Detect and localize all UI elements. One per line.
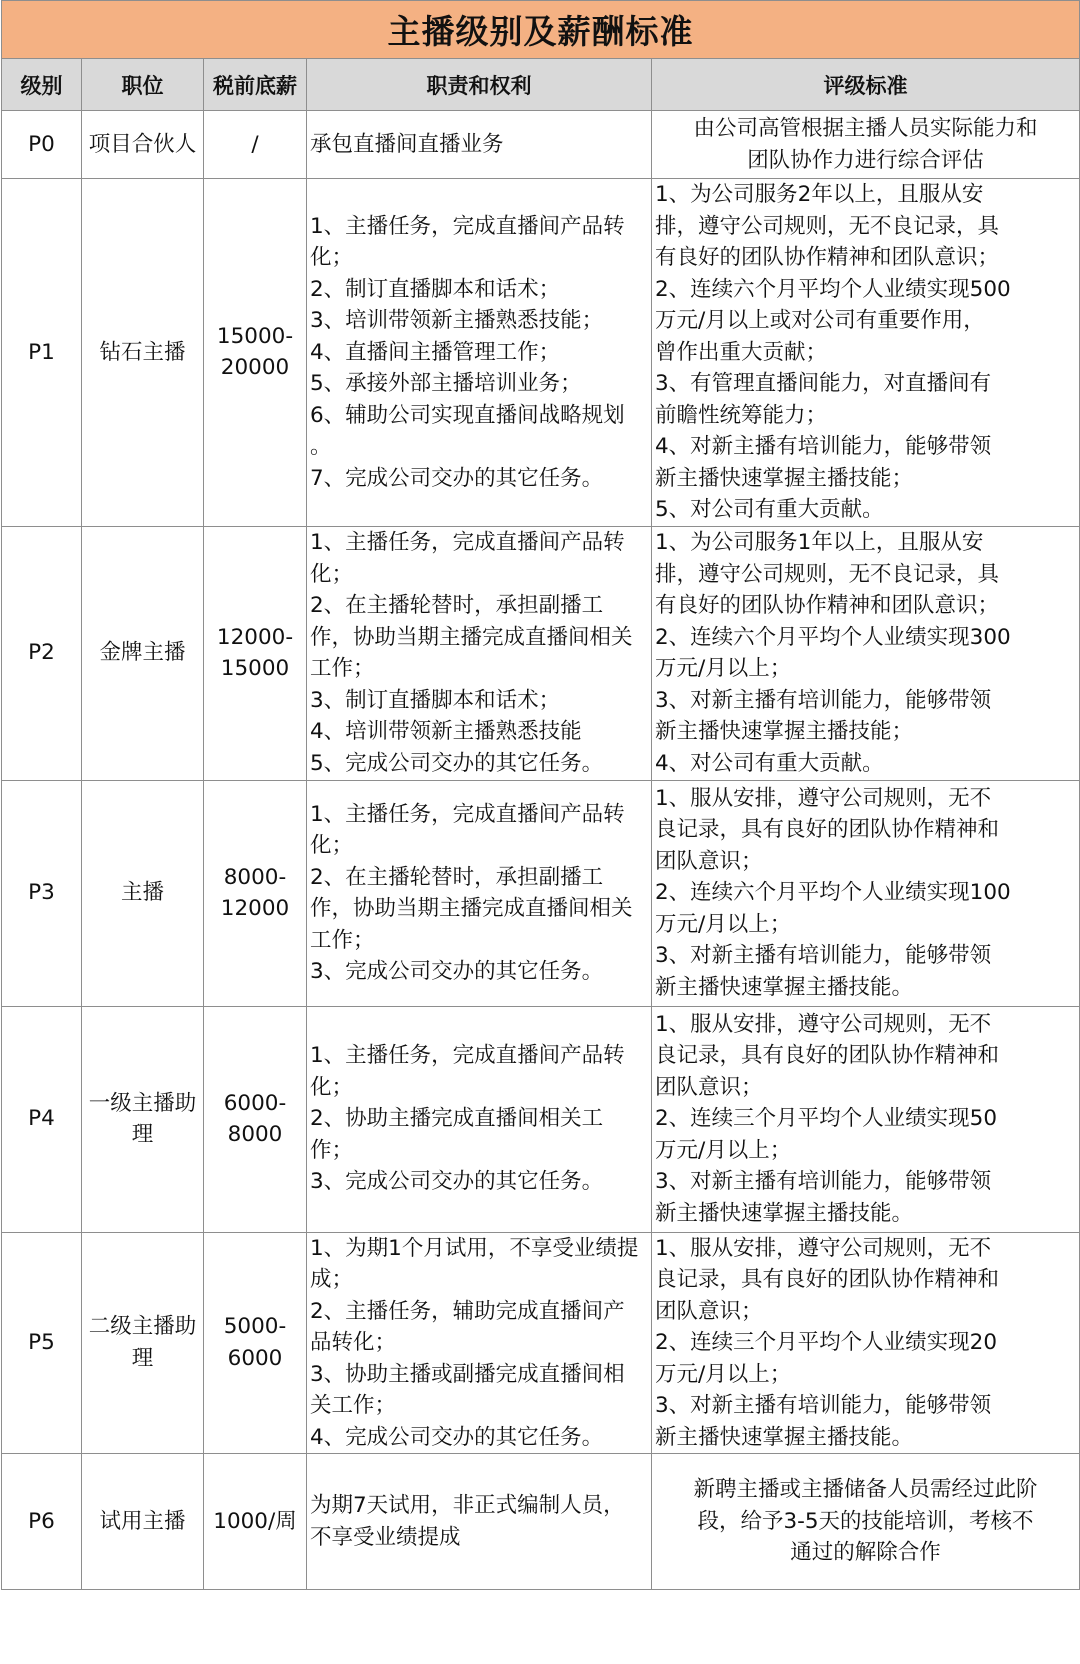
- duties-line: 4、培训带领新主播熟悉技能: [310, 719, 582, 744]
- criteria-line: 通过的解除合作: [790, 1540, 941, 1566]
- salary-line: 6000-: [223, 1090, 287, 1116]
- criteria-line: 2、连续三个月平均个人业绩实现50: [655, 1106, 998, 1132]
- position-cell: [82, 1006, 204, 1232]
- duties-line: 3、完成公司交办的其它任务。: [310, 1169, 604, 1195]
- table-row: [2, 1006, 1080, 1232]
- duties-line: 2、制订直播脚本和话术；: [310, 276, 561, 302]
- position-line: 二级主播助: [88, 1314, 197, 1340]
- duties-line: 1、主播任务，完成直播间产品转: [310, 1043, 625, 1069]
- criteria-line: 万元/月以上；: [655, 1137, 792, 1163]
- duties-line: 工作；: [310, 927, 375, 953]
- table-title: 主播级别及薪酬标准: [2, 1, 1080, 59]
- salary-line: 1000/周: [213, 1508, 297, 1534]
- criteria-cell: [652, 780, 1080, 1006]
- criteria-line: 由公司高管根据主播人员实际能力和: [693, 116, 1038, 141]
- level-cell: P3: [2, 780, 82, 1006]
- salary-line: 5000-: [223, 1314, 287, 1340]
- position-line: 试用主播: [99, 1508, 186, 1534]
- duties-cell: [307, 1232, 652, 1454]
- duties-line: 为期7天试用，非正式编制人员，: [310, 1493, 625, 1518]
- duties-line: 2、在主播轮替时，承担副播工: [310, 593, 604, 618]
- criteria-line: 前瞻性统筹能力；: [655, 402, 828, 428]
- criteria-line: 万元/月以上；: [655, 1361, 792, 1387]
- position-line: 一级主播助: [88, 1090, 197, 1116]
- criteria-line: 新主播快速掌握主播技能。: [655, 1424, 914, 1450]
- salary-cell: [204, 1006, 307, 1232]
- salary-cell: [204, 780, 307, 1006]
- salary-line: /: [251, 131, 259, 157]
- duties-line: 作，协助当期主播完成直播间相关: [310, 624, 633, 650]
- duties-line: 4、完成公司交办的其它任务。: [310, 1424, 604, 1450]
- table-row: [2, 1232, 1080, 1454]
- header-row: [2, 59, 1080, 111]
- criteria-line: 3、对新主播有培训能力，能够带领: [655, 1393, 992, 1418]
- position-line: 金牌主播: [99, 640, 186, 666]
- criteria-line: 1、服从安排，遵守公司规则，无不: [655, 1011, 992, 1037]
- duties-cell: [307, 780, 652, 1006]
- position-cell: [82, 526, 204, 780]
- column-header-criteria: 评级标准: [652, 59, 1080, 111]
- position-line: 钻石主播: [99, 339, 186, 365]
- position-line: 理: [131, 1345, 154, 1371]
- criteria-line: 排，遵守公司规则，无不良记录，具: [655, 561, 1000, 587]
- duties-line: 2、协助主播完成直播间相关工: [310, 1106, 604, 1132]
- salary-line: 8000-: [223, 864, 287, 890]
- duties-line: 2、主播任务，辅助完成直播间产: [310, 1298, 625, 1324]
- table-row: [2, 179, 1080, 527]
- column-header-salary: 税前底薪: [204, 59, 307, 111]
- criteria-line: 2、连续六个月平均个人业绩实现500: [655, 276, 1011, 302]
- level-cell: P6: [2, 1454, 82, 1590]
- position-cell: [82, 111, 204, 179]
- column-header-level: 级别: [2, 59, 82, 111]
- duties-line: 1、为期1个月试用，不享受业绩提: [310, 1235, 639, 1261]
- duties-cell: [307, 526, 652, 780]
- duties-line: 6、辅助公司实现直播间战略规划: [310, 402, 625, 428]
- duties-line: 3、培训带领新主播熟悉技能；: [310, 308, 604, 333]
- criteria-cell: [652, 1454, 1080, 1590]
- salary-cell: [204, 526, 307, 780]
- criteria-line: 万元/月以上；: [655, 656, 792, 681]
- duties-cell: [307, 1006, 652, 1232]
- level-cell: P1: [2, 179, 82, 527]
- table-row: [2, 526, 1080, 780]
- criteria-line: 团队协作力进行综合评估: [747, 147, 984, 173]
- criteria-line: 4、对新主播有培训能力，能够带领: [655, 434, 992, 459]
- criteria-line: 2、连续六个月平均个人业绩实现100: [655, 880, 1011, 906]
- column-header-position: 职位: [82, 59, 204, 111]
- duties-line: 化；: [310, 1074, 354, 1100]
- position-cell: [82, 1454, 204, 1590]
- table-row: [2, 111, 1080, 179]
- criteria-cell: [652, 1232, 1080, 1454]
- criteria-line: 良记录，具有良好的团队协作精神和: [655, 1267, 1000, 1292]
- duties-line: 作；: [310, 1137, 354, 1163]
- salary-line: 12000-: [216, 624, 294, 650]
- criteria-line: 排，遵守公司规则，无不良记录，具: [655, 213, 1000, 239]
- duties-line: 化；: [310, 245, 354, 270]
- criteria-line: 3、对新主播有培训能力，能够带领: [655, 687, 992, 713]
- position-cell: [82, 179, 204, 527]
- duties-line: 1、主播任务，完成直播间产品转: [310, 213, 625, 239]
- duties-cell: [307, 1454, 652, 1590]
- duties-line: 5、承接外部主播培训业务；: [310, 371, 582, 396]
- duties-line: 2、在主播轮替时，承担副播工: [310, 864, 604, 890]
- criteria-line: 4、对公司有重大贡献。: [655, 750, 884, 776]
- position-cell: [82, 780, 204, 1006]
- salary-line: 6000: [227, 1345, 283, 1371]
- criteria-line: 良记录，具有良好的团队协作精神和: [655, 1043, 1000, 1069]
- criteria-line: 3、对新主播有培训能力，能够带领: [655, 943, 992, 969]
- duties-cell: [307, 179, 652, 527]
- criteria-line: 1、为公司服务2年以上，且服从安: [655, 182, 984, 207]
- salary-line: 15000: [220, 656, 290, 681]
- position-line: 理: [131, 1122, 154, 1147]
- criteria-line: 1、为公司服务1年以上，且服从安: [655, 530, 984, 555]
- criteria-line: 1、服从安排，遵守公司规则，无不: [655, 1235, 992, 1261]
- criteria-line: 有良好的团队协作精神和团队意识；: [655, 593, 1000, 618]
- level-cell: P5: [2, 1232, 82, 1454]
- duties-line: 5、完成公司交办的其它任务。: [310, 750, 604, 776]
- criteria-cell: [652, 111, 1080, 179]
- duties-line: 不享受业绩提成: [310, 1524, 461, 1550]
- position-line: 主播: [120, 880, 164, 906]
- duties-line: 化；: [310, 561, 354, 587]
- criteria-line: 3、有管理直播间能力，对直播间有: [655, 371, 992, 396]
- duties-line: 1、主播任务，完成直播间产品转: [310, 530, 625, 555]
- criteria-line: 新主播快速掌握主播技能；: [655, 719, 914, 744]
- criteria-line: 5、对公司有重大贡献。: [655, 497, 884, 522]
- criteria-line: 良记录，具有良好的团队协作精神和: [655, 817, 1000, 843]
- level-cell: P4: [2, 1006, 82, 1232]
- duties-line: 承包直播间直播业务: [310, 131, 504, 157]
- position-cell: [82, 1232, 204, 1454]
- duties-line: 7、完成公司交办的其它任务。: [310, 465, 604, 491]
- duties-line: 成；: [310, 1267, 354, 1292]
- table-row: [2, 1454, 1080, 1590]
- duties-cell: [307, 111, 652, 179]
- table-row: [2, 780, 1080, 1006]
- criteria-line: 新聘主播或主播储备人员需经过此阶: [693, 1477, 1038, 1503]
- duties-line: 工作；: [310, 656, 375, 681]
- duties-line: 品转化；: [310, 1330, 397, 1355]
- criteria-cell: [652, 526, 1080, 780]
- criteria-line: 曾作出重大贡献；: [655, 339, 828, 365]
- salary-cell: [204, 1454, 307, 1590]
- duties-line: 作，协助当期主播完成直播间相关: [310, 896, 633, 921]
- criteria-line: 2、连续三个月平均个人业绩实现20: [655, 1330, 998, 1355]
- criteria-line: 1、服从安排，遵守公司规则，无不: [655, 785, 992, 811]
- column-header-duties: 职责和权利: [307, 59, 652, 111]
- position-line: 项目合伙人: [88, 131, 197, 157]
- duties-line: 3、完成公司交办的其它任务。: [310, 959, 604, 984]
- salary-cell: [204, 179, 307, 527]
- salary-table: [1, 0, 1080, 1590]
- salary-cell: [204, 1232, 307, 1454]
- criteria-line: 有良好的团队协作精神和团队意识；: [655, 245, 1000, 270]
- duties-line: 3、协助主播或副播完成直播间相: [310, 1361, 625, 1387]
- level-cell: P0: [2, 111, 82, 179]
- criteria-line: 新主播快速掌握主播技能；: [655, 465, 914, 491]
- duties-line: 。: [310, 434, 332, 459]
- duties-line: 关工作；: [310, 1393, 397, 1418]
- salary-line: 20000: [220, 355, 290, 381]
- salary-cell: [204, 111, 307, 179]
- table-body: [2, 111, 1080, 1590]
- salary-line: 8000: [227, 1122, 283, 1147]
- duties-line: 1、主播任务，完成直播间产品转: [310, 801, 625, 827]
- criteria-cell: [652, 1006, 1080, 1232]
- criteria-line: 新主播快速掌握主播技能。: [655, 1200, 914, 1226]
- criteria-line: 新主播快速掌握主播技能。: [655, 974, 914, 1000]
- criteria-line: 团队意识；: [655, 1298, 763, 1324]
- criteria-line: 团队意识；: [655, 1074, 763, 1100]
- criteria-line: 万元/月以上或对公司有重要作用，: [655, 308, 985, 333]
- criteria-line: 3、对新主播有培训能力，能够带领: [655, 1169, 992, 1195]
- criteria-line: 2、连续六个月平均个人业绩实现300: [655, 624, 1011, 650]
- duties-line: 3、制订直播脚本和话术；: [310, 687, 561, 713]
- duties-line: 化；: [310, 833, 354, 858]
- duties-line: 4、直播间主播管理工作；: [310, 339, 561, 365]
- criteria-line: 团队意识；: [655, 848, 763, 874]
- salary-line: 15000-: [216, 323, 294, 349]
- level-cell: P2: [2, 526, 82, 780]
- criteria-line: 段，给予3-5天的技能培训，考核不: [697, 1508, 1034, 1534]
- criteria-cell: [652, 179, 1080, 527]
- criteria-line: 万元/月以上；: [655, 911, 792, 937]
- salary-line: 12000: [220, 896, 290, 921]
